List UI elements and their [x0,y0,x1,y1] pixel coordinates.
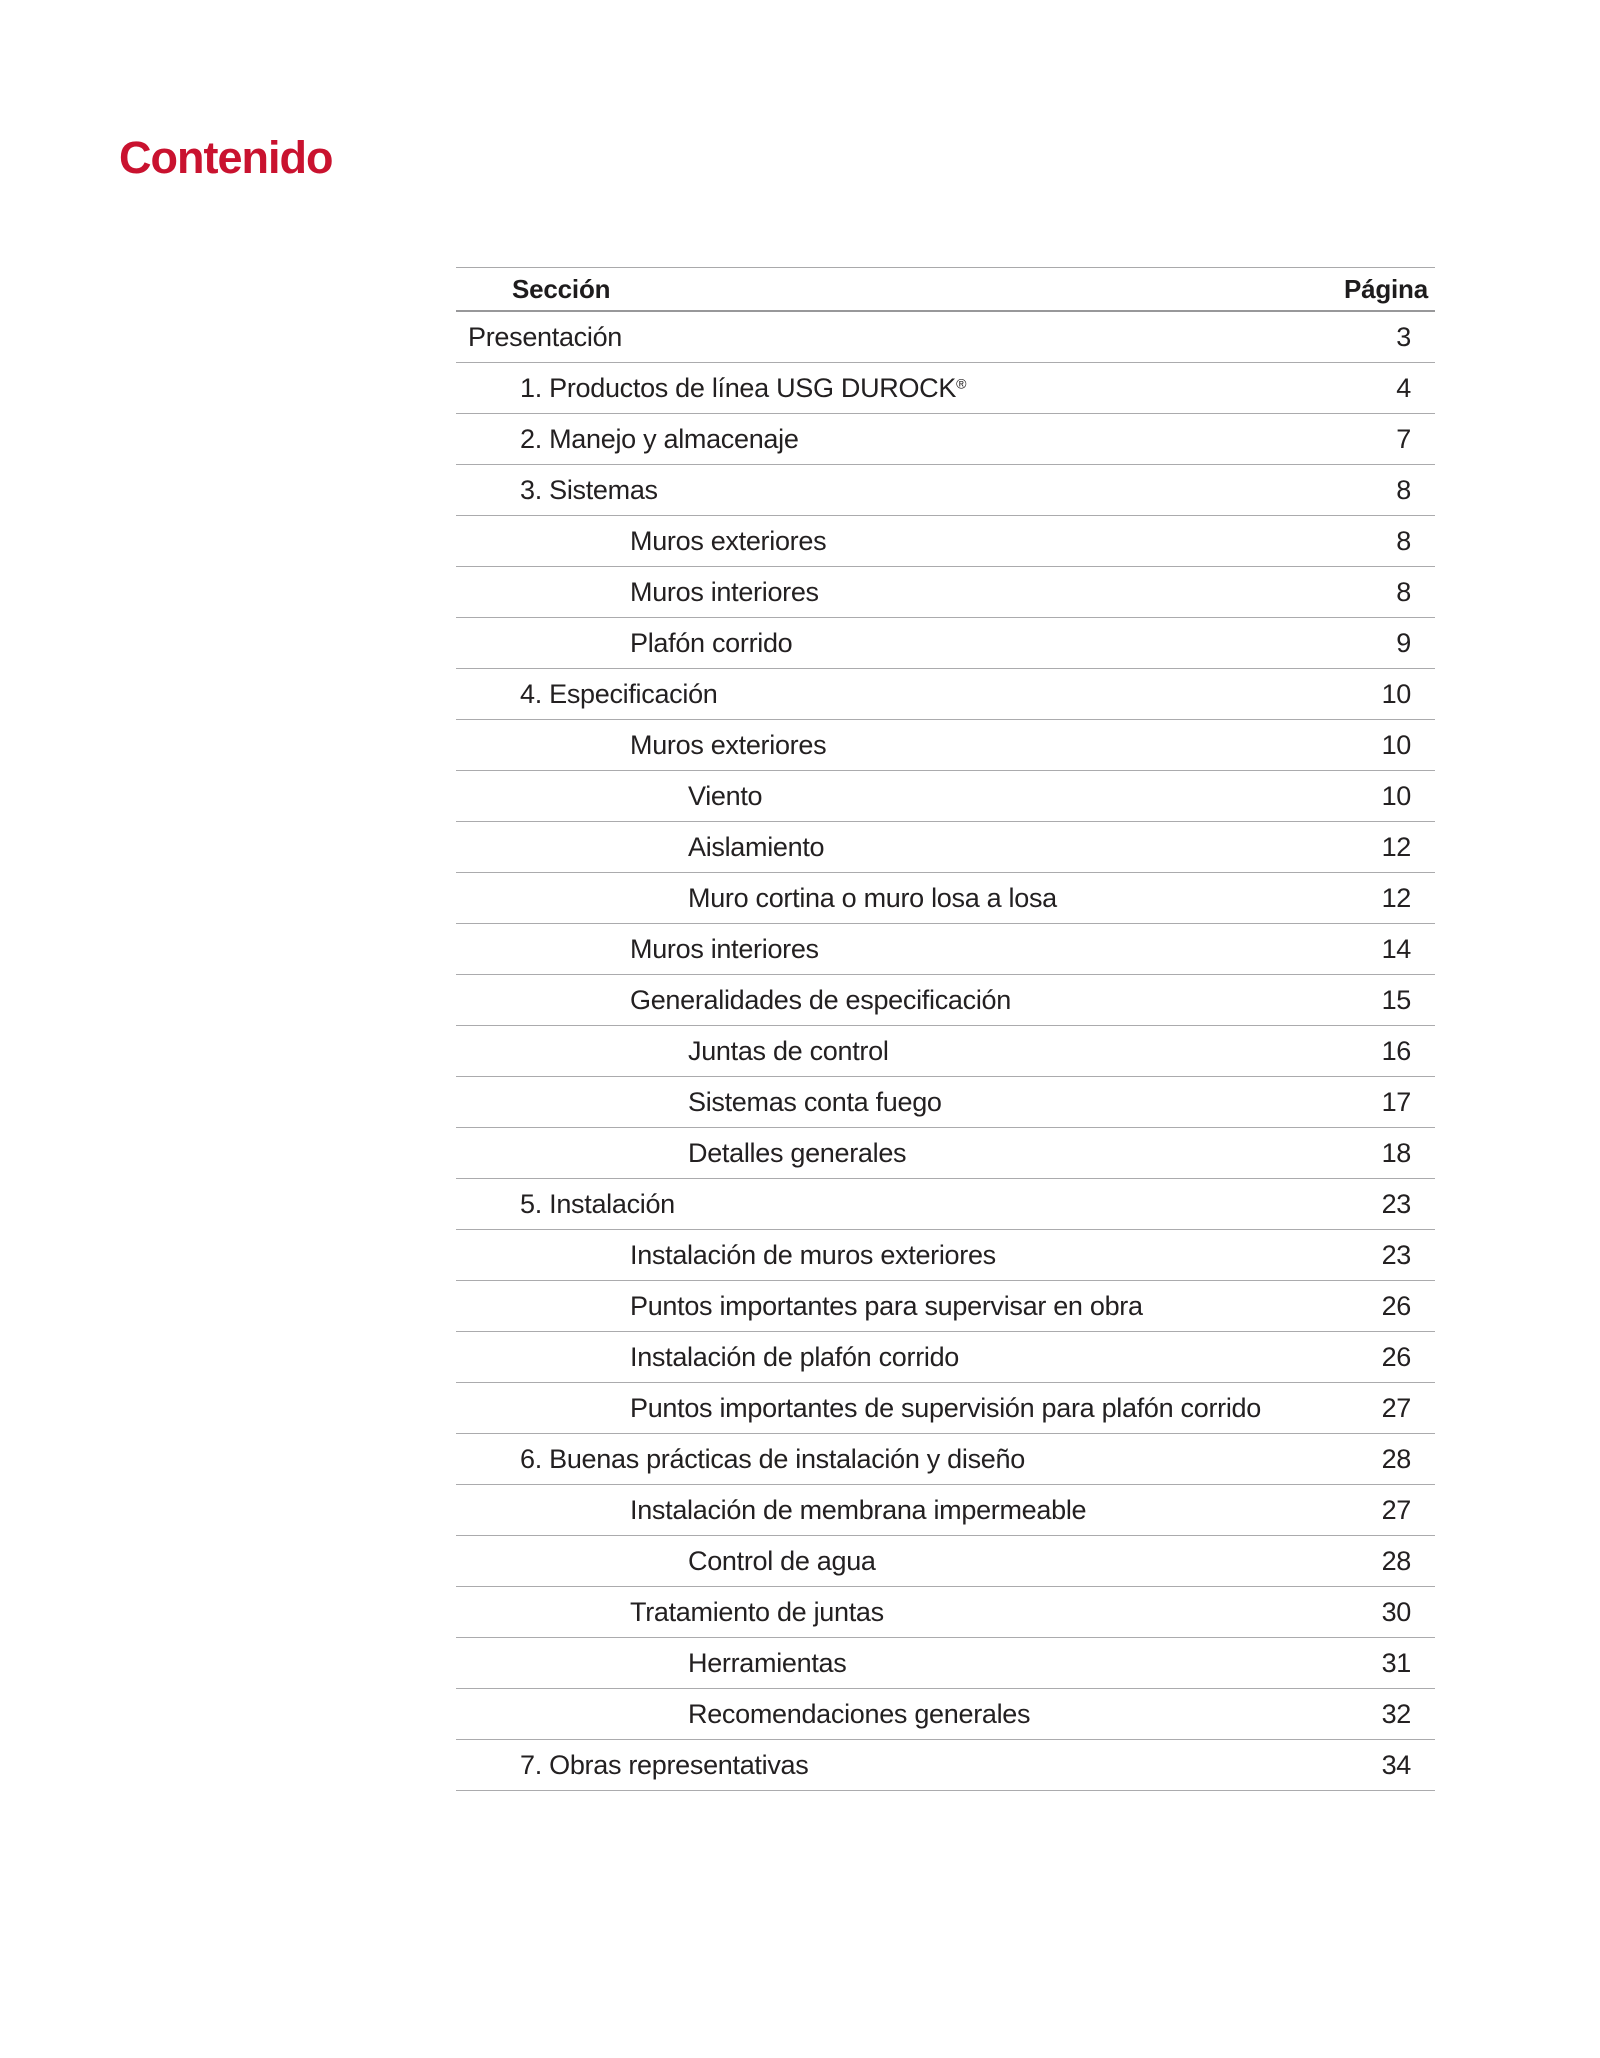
toc-entry-page: 10 [1381,729,1411,760]
toc-entry-page: 32 [1381,1698,1411,1729]
column-header-pagina: Página [1343,273,1428,304]
toc-entry-page: 23 [1381,1188,1411,1219]
toc-row [456,873,1435,924]
toc-entry-page: 27 [1381,1494,1411,1525]
toc-entry-page: 16 [1381,1035,1411,1066]
toc-entry-label: Muros interiores [630,933,819,964]
toc-entry-label: 7. Obras representativas [520,1749,809,1780]
toc-entry-page: 8 [1396,525,1411,556]
toc-row [456,465,1435,516]
toc-entry-page: 8 [1396,576,1411,607]
toc-row [456,1332,1435,1383]
toc-entry-label: 3. Sistemas [520,474,658,505]
toc-entry-label: Presentación [468,321,622,352]
toc-entry-label: Puntos importantes de supervisión para plafón corrido [630,1392,1261,1423]
toc-entry-page: 7 [1396,423,1411,454]
toc-entry-page: 31 [1381,1647,1411,1678]
page-title: Contenido [119,132,333,184]
toc-entry-page: 3 [1396,321,1411,352]
toc-entry-label: 5. Instalación [520,1188,675,1219]
toc-entry-label: 1. Productos de línea USG DUROCK® [520,372,967,403]
toc-entry-label: Recomendaciones generales [688,1698,1031,1729]
toc-entry-page: 30 [1381,1596,1411,1627]
toc-row [456,1383,1435,1434]
toc-entry-label: Detalles generales [688,1137,907,1168]
toc-entry-label: Sistemas conta fuego [688,1086,942,1117]
toc-row [456,363,1435,414]
toc-entry-page: 34 [1381,1749,1411,1780]
toc-entry-label: 4. Especificación [520,678,718,709]
toc-entry-page: 12 [1381,831,1411,862]
toc-row [456,1128,1435,1179]
toc-row [456,720,1435,771]
toc-body [456,312,1435,1791]
toc-header-row [456,267,1435,312]
toc-row [456,1485,1435,1536]
toc-entry-label: Muros interiores [630,576,819,607]
toc-entry-page: 26 [1381,1290,1411,1321]
toc-row [456,618,1435,669]
registered-trademark-symbol: ® [956,374,967,391]
column-header-seccion: Sección [512,273,611,304]
toc-row [456,312,1435,363]
toc-entry-label: Herramientas [688,1647,847,1678]
toc-row [456,1230,1435,1281]
toc-row [456,414,1435,465]
toc-entry-page: 23 [1381,1239,1411,1270]
toc-row [456,822,1435,873]
toc-entry-page: 26 [1381,1341,1411,1372]
toc-entry-label: Muro cortina o muro losa a losa [688,882,1057,913]
toc-row [456,771,1435,822]
toc-row [456,1179,1435,1230]
toc-entry-label: Tratamiento de juntas [630,1596,884,1627]
toc-entry-page: 10 [1381,678,1411,709]
toc-row [456,1026,1435,1077]
toc-entry-label: 6. Buenas prácticas de instalación y diseño [520,1443,1025,1474]
toc-row [456,1689,1435,1740]
toc-entry-label: Instalación de muros exteriores [630,1239,996,1270]
toc-entry-label: Instalación de membrana impermeable [630,1494,1087,1525]
toc-row [456,669,1435,720]
toc-row [456,1281,1435,1332]
toc-row [456,924,1435,975]
toc-entry-page: 12 [1381,882,1411,913]
toc-row [456,1638,1435,1689]
toc-entry-label: Muros exteriores [630,729,827,760]
toc-entry-page: 4 [1396,372,1411,403]
toc-entry-label: Viento [688,780,763,811]
toc-table [456,267,1435,1791]
toc-entry-page: 28 [1381,1443,1411,1474]
toc-entry-label: 2. Manejo y almacenaje [520,423,799,454]
toc-row [456,1536,1435,1587]
toc-row [456,1077,1435,1128]
toc-entry-label: Juntas de control [688,1035,889,1066]
toc-entry-page: 9 [1396,627,1411,658]
toc-entry-label: Plafón corrido [630,627,793,658]
toc-row [456,975,1435,1026]
toc-entry-label: Generalidades de especificación [630,984,1011,1015]
toc-entry-page: 15 [1381,984,1411,1015]
toc-entry-label: Puntos importantes para supervisar en obra [630,1290,1143,1321]
toc-row [456,516,1435,567]
toc-entry-label: Control de agua [688,1545,876,1576]
toc-entry-page: 28 [1381,1545,1411,1576]
toc-entry-label: Muros exteriores [630,525,827,556]
toc-entry-page: 17 [1381,1086,1411,1117]
toc-row [456,1434,1435,1485]
toc-row [456,1740,1435,1791]
toc-entry-page: 10 [1381,780,1411,811]
toc-row [456,1587,1435,1638]
toc-entry-page: 27 [1381,1392,1411,1423]
toc-entry-label: Instalación de plafón corrido [630,1341,960,1372]
toc-entry-label: Aislamiento [688,831,825,862]
toc-entry-page: 18 [1381,1137,1411,1168]
toc-entry-page: 14 [1381,933,1411,964]
toc-row [456,567,1435,618]
toc-entry-page: 8 [1396,474,1411,505]
